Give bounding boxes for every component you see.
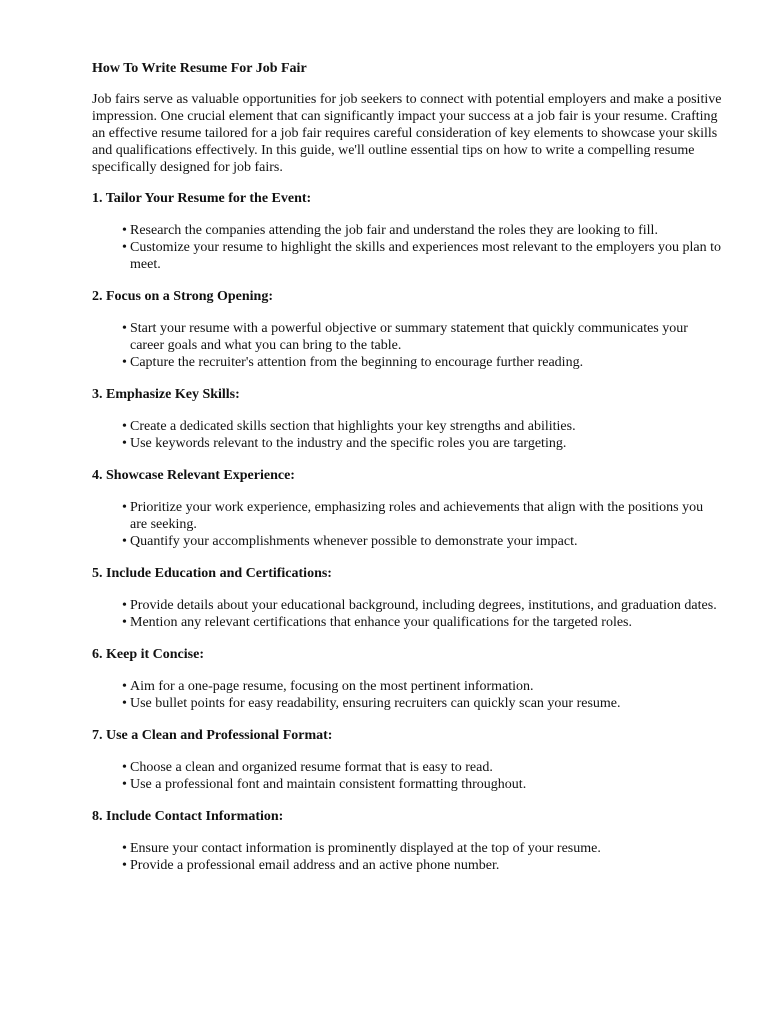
bullet-text: Create a dedicated skills section that highlights your key strengths and abilities.	[130, 419, 576, 434]
list-item	[92, 857, 722, 874]
section-1	[92, 190, 722, 273]
bullet-list	[92, 678, 722, 712]
list-item	[92, 222, 722, 239]
section-5	[92, 565, 722, 631]
bullet-icon: •	[122, 355, 127, 370]
bullet-list	[92, 759, 722, 793]
bullet-icon: •	[122, 777, 127, 792]
section-heading: 1. Tailor Your Resume for the Event:	[92, 191, 312, 206]
section-3	[92, 386, 722, 452]
bullet-text: Use keywords relevant to the industry and the specific roles you are targeting.	[130, 436, 567, 451]
bullet-icon: •	[122, 858, 127, 873]
section-heading: 7. Use a Clean and Professional Format:	[92, 728, 333, 743]
bullet-list	[92, 320, 722, 371]
bullet-text: Research the companies attending the job fair and understand the roles they are looking to fill.	[130, 223, 658, 238]
list-item	[92, 776, 722, 793]
list-item	[92, 320, 722, 354]
intro-paragraph: Job fairs serve as valuable opportunities for job seekers to connect with potential employers and make a positive impression. One crucial element that can significantly impact your success at a job fair is your resume. Crafting an effective resume tailored for a job fair requires careful consideration of key elements to showcase your skills and qualifications effectively. In this guide, we'll outline essential tips on how to write a compelling resume specifically designed for job fairs.	[92, 92, 722, 175]
bullet-icon: •	[122, 500, 127, 515]
bullet-icon: •	[122, 598, 127, 613]
list-item	[92, 499, 722, 533]
bullet-text: Use bullet points for easy readability, ensuring recruiters can quickly scan your resume.	[130, 696, 621, 711]
bullet-text: Aim for a one-page resume, focusing on the most pertinent information.	[130, 679, 534, 694]
bullet-text: Customize your resume to highlight the skills and experiences most relevant to the employers you plan to meet.	[130, 240, 721, 272]
bullet-text: Provide a professional email address and an active phone number.	[130, 858, 500, 873]
bullet-icon: •	[122, 321, 127, 336]
bullet-text: Choose a clean and organized resume format that is easy to read.	[130, 760, 493, 775]
section-6	[92, 646, 722, 712]
bullet-icon: •	[122, 436, 127, 451]
document-page	[92, 60, 722, 889]
bullet-list	[92, 840, 722, 874]
list-item	[92, 435, 722, 452]
document-title: How To Write Resume For Job Fair	[92, 61, 307, 76]
list-item	[92, 239, 722, 273]
list-item	[92, 597, 722, 614]
section-4	[92, 467, 722, 550]
list-item	[92, 533, 722, 550]
bullet-text: Provide details about your educational background, including degrees, institutions, and graduation dates.	[130, 598, 717, 613]
bullet-icon: •	[122, 534, 127, 549]
bullet-text: Mention any relevant certifications that enhance your qualifications for the targeted roles.	[130, 615, 632, 630]
list-item	[92, 418, 722, 435]
list-item	[92, 759, 722, 776]
bullet-list	[92, 222, 722, 273]
bullet-icon: •	[122, 679, 127, 694]
list-item	[92, 354, 722, 371]
bullet-icon: •	[122, 240, 127, 255]
bullet-icon: •	[122, 223, 127, 238]
list-item	[92, 840, 722, 857]
bullet-text: Prioritize your work experience, emphasizing roles and achievements that align with the positions you are seeking.	[130, 500, 704, 532]
section-heading: 6. Keep it Concise:	[92, 647, 204, 662]
section-heading: 5. Include Education and Certifications:	[92, 566, 332, 581]
section-heading: 3. Emphasize Key Skills:	[92, 387, 240, 402]
bullet-icon: •	[122, 696, 127, 711]
section-heading: 2. Focus on a Strong Opening:	[92, 289, 273, 304]
bullet-icon: •	[122, 760, 127, 775]
section-heading: 4. Showcase Relevant Experience:	[92, 468, 295, 483]
bullet-list	[92, 499, 722, 550]
bullet-icon: •	[122, 841, 127, 856]
bullet-text: Use a professional font and maintain consistent formatting throughout.	[130, 777, 527, 792]
bullet-text: Quantify your accomplishments whenever possible to demonstrate your impact.	[130, 534, 578, 549]
bullet-list	[92, 597, 722, 631]
section-2	[92, 288, 722, 371]
bullet-icon: •	[122, 419, 127, 434]
section-7	[92, 727, 722, 793]
section-8	[92, 808, 722, 874]
list-item	[92, 678, 722, 695]
list-item	[92, 695, 722, 712]
bullet-icon: •	[122, 615, 127, 630]
bullet-text: Ensure your contact information is prominently displayed at the top of your resume.	[130, 841, 601, 856]
bullet-list	[92, 418, 722, 452]
section-heading: 8. Include Contact Information:	[92, 809, 284, 824]
list-item	[92, 614, 722, 631]
bullet-text: Capture the recruiter's attention from the beginning to encourage further reading.	[130, 355, 584, 370]
bullet-text: Start your resume with a powerful objective or summary statement that quickly communicates your career goals and what you can bring to the table.	[130, 321, 688, 353]
